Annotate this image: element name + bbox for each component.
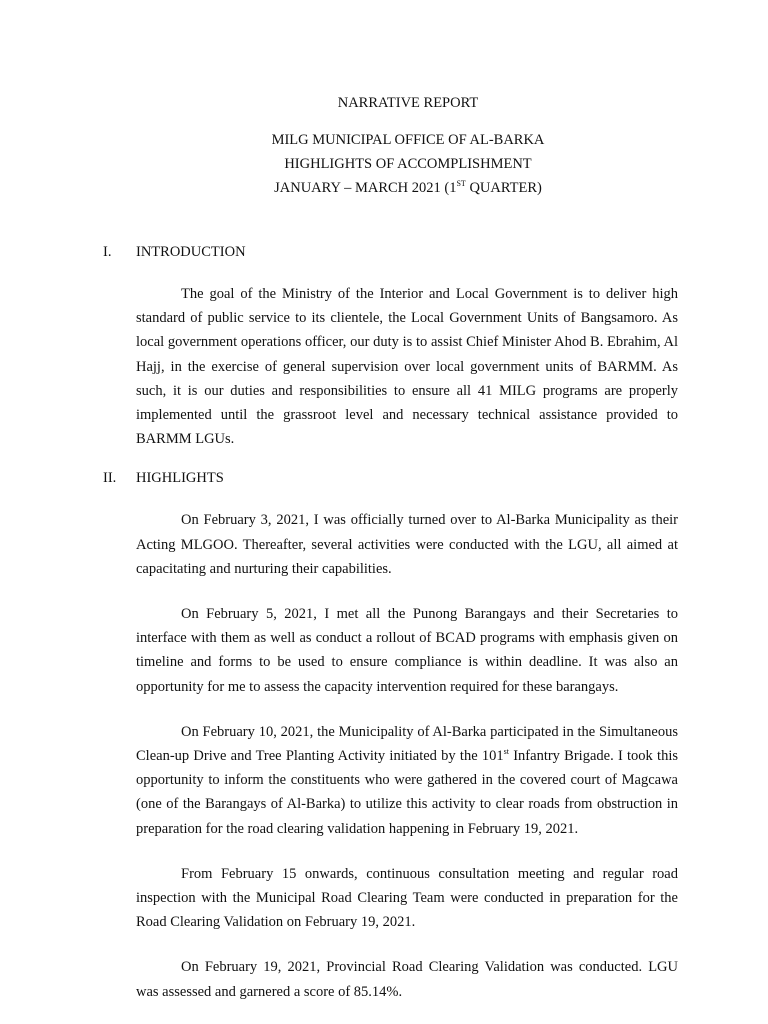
section-highlights: [103, 466, 678, 1003]
report-period: [48, 176, 768, 200]
section-heading: [103, 240, 678, 264]
report-title: NARRATIVE REPORT: [337, 95, 479, 111]
highlight-paragraph-feb15: From February 15 onwards, continuous consultation meeting and regular road inspection with the Municipal Road Clearing Team were conducted in preparation for the Road Clearing Validation on February 19, 2021.: [136, 865, 678, 931]
section-introduction: [103, 240, 678, 451]
section-title: INTRODUCTION: [136, 244, 246, 260]
office-name: MILG MUNICIPAL OFFICE OF AL-BARKA: [271, 132, 545, 148]
section-heading: [103, 466, 678, 490]
period-suffix: QUARTER): [465, 180, 542, 196]
highlight-paragraph-feb19: On February 19, 2021, Provincial Road Clearing Validation was conducted. LGU was assessed and garnered a score of 85.14%.: [136, 959, 678, 1000]
highlight-paragraph-feb3: On February 3, 2021, I was officially turned over to Al-Barka Municipality as their Acting MLGOO. Thereafter, several activities were conducted with the LGU, all aimed at capacitating and nurturing their capabilities.: [136, 512, 678, 577]
section-numeral: II.: [103, 470, 117, 487]
highlight-paragraph-feb10: [136, 720, 678, 841]
period-ordinal: ST: [456, 179, 466, 188]
section-numeral: I.: [103, 244, 112, 260]
report-subtitle: HIGHLIGHTS OF ACCOMPLISHMENT: [284, 156, 532, 172]
section-title: HIGHLIGHTS: [136, 470, 224, 487]
highlight-paragraph-feb5: On February 5, 2021, I met all the Punong Barangays and their Secretaries to interface with them as well as conduct a rollout of BCAD programs with emphasis given on timeline and forms to be used to ensure compliance is within deadline. It was also an opportunity for me to assess the capacity intervention required for these barangays.: [136, 606, 678, 695]
period-text: JANUARY – MARCH 2021 (1: [274, 180, 457, 196]
paragraph-text-continued: Infantry Brigade. I took this opportunity to inform the constituents who were gathered in the covered court of Magcawa (one of the Barangays of Al-Barka) to utilize this activity to clear roads from obstruction in preparation for the road clearing validation happening in February 19, 2021.: [136, 748, 678, 837]
intro-paragraph: The goal of the Ministry of the Interior and Local Government is to deliver high standard of public service to its clientele, the Local Government Units of Bangsamoro. As local government operations officer, our duty is to assist Chief Minister Ahod B. Ebrahim, Al Hajj, in the exercise of general supervision over local government units of BARMM. As such, it is our duties and responsibilities to ensure all 41 MILG programs are properly implemented until the grassroot level and necessary technical assistance provided to BARMM LGUs.: [136, 286, 678, 448]
ordinal-suffix: st: [503, 747, 509, 757]
report-header: [0, 0, 768, 200]
paragraph-text: On February 10, 2021, the Municipality of Al-Barka participated in the Simultaneous Clean-up Drive and Tree Planting Activity initiated by the 101: [136, 723, 678, 765]
